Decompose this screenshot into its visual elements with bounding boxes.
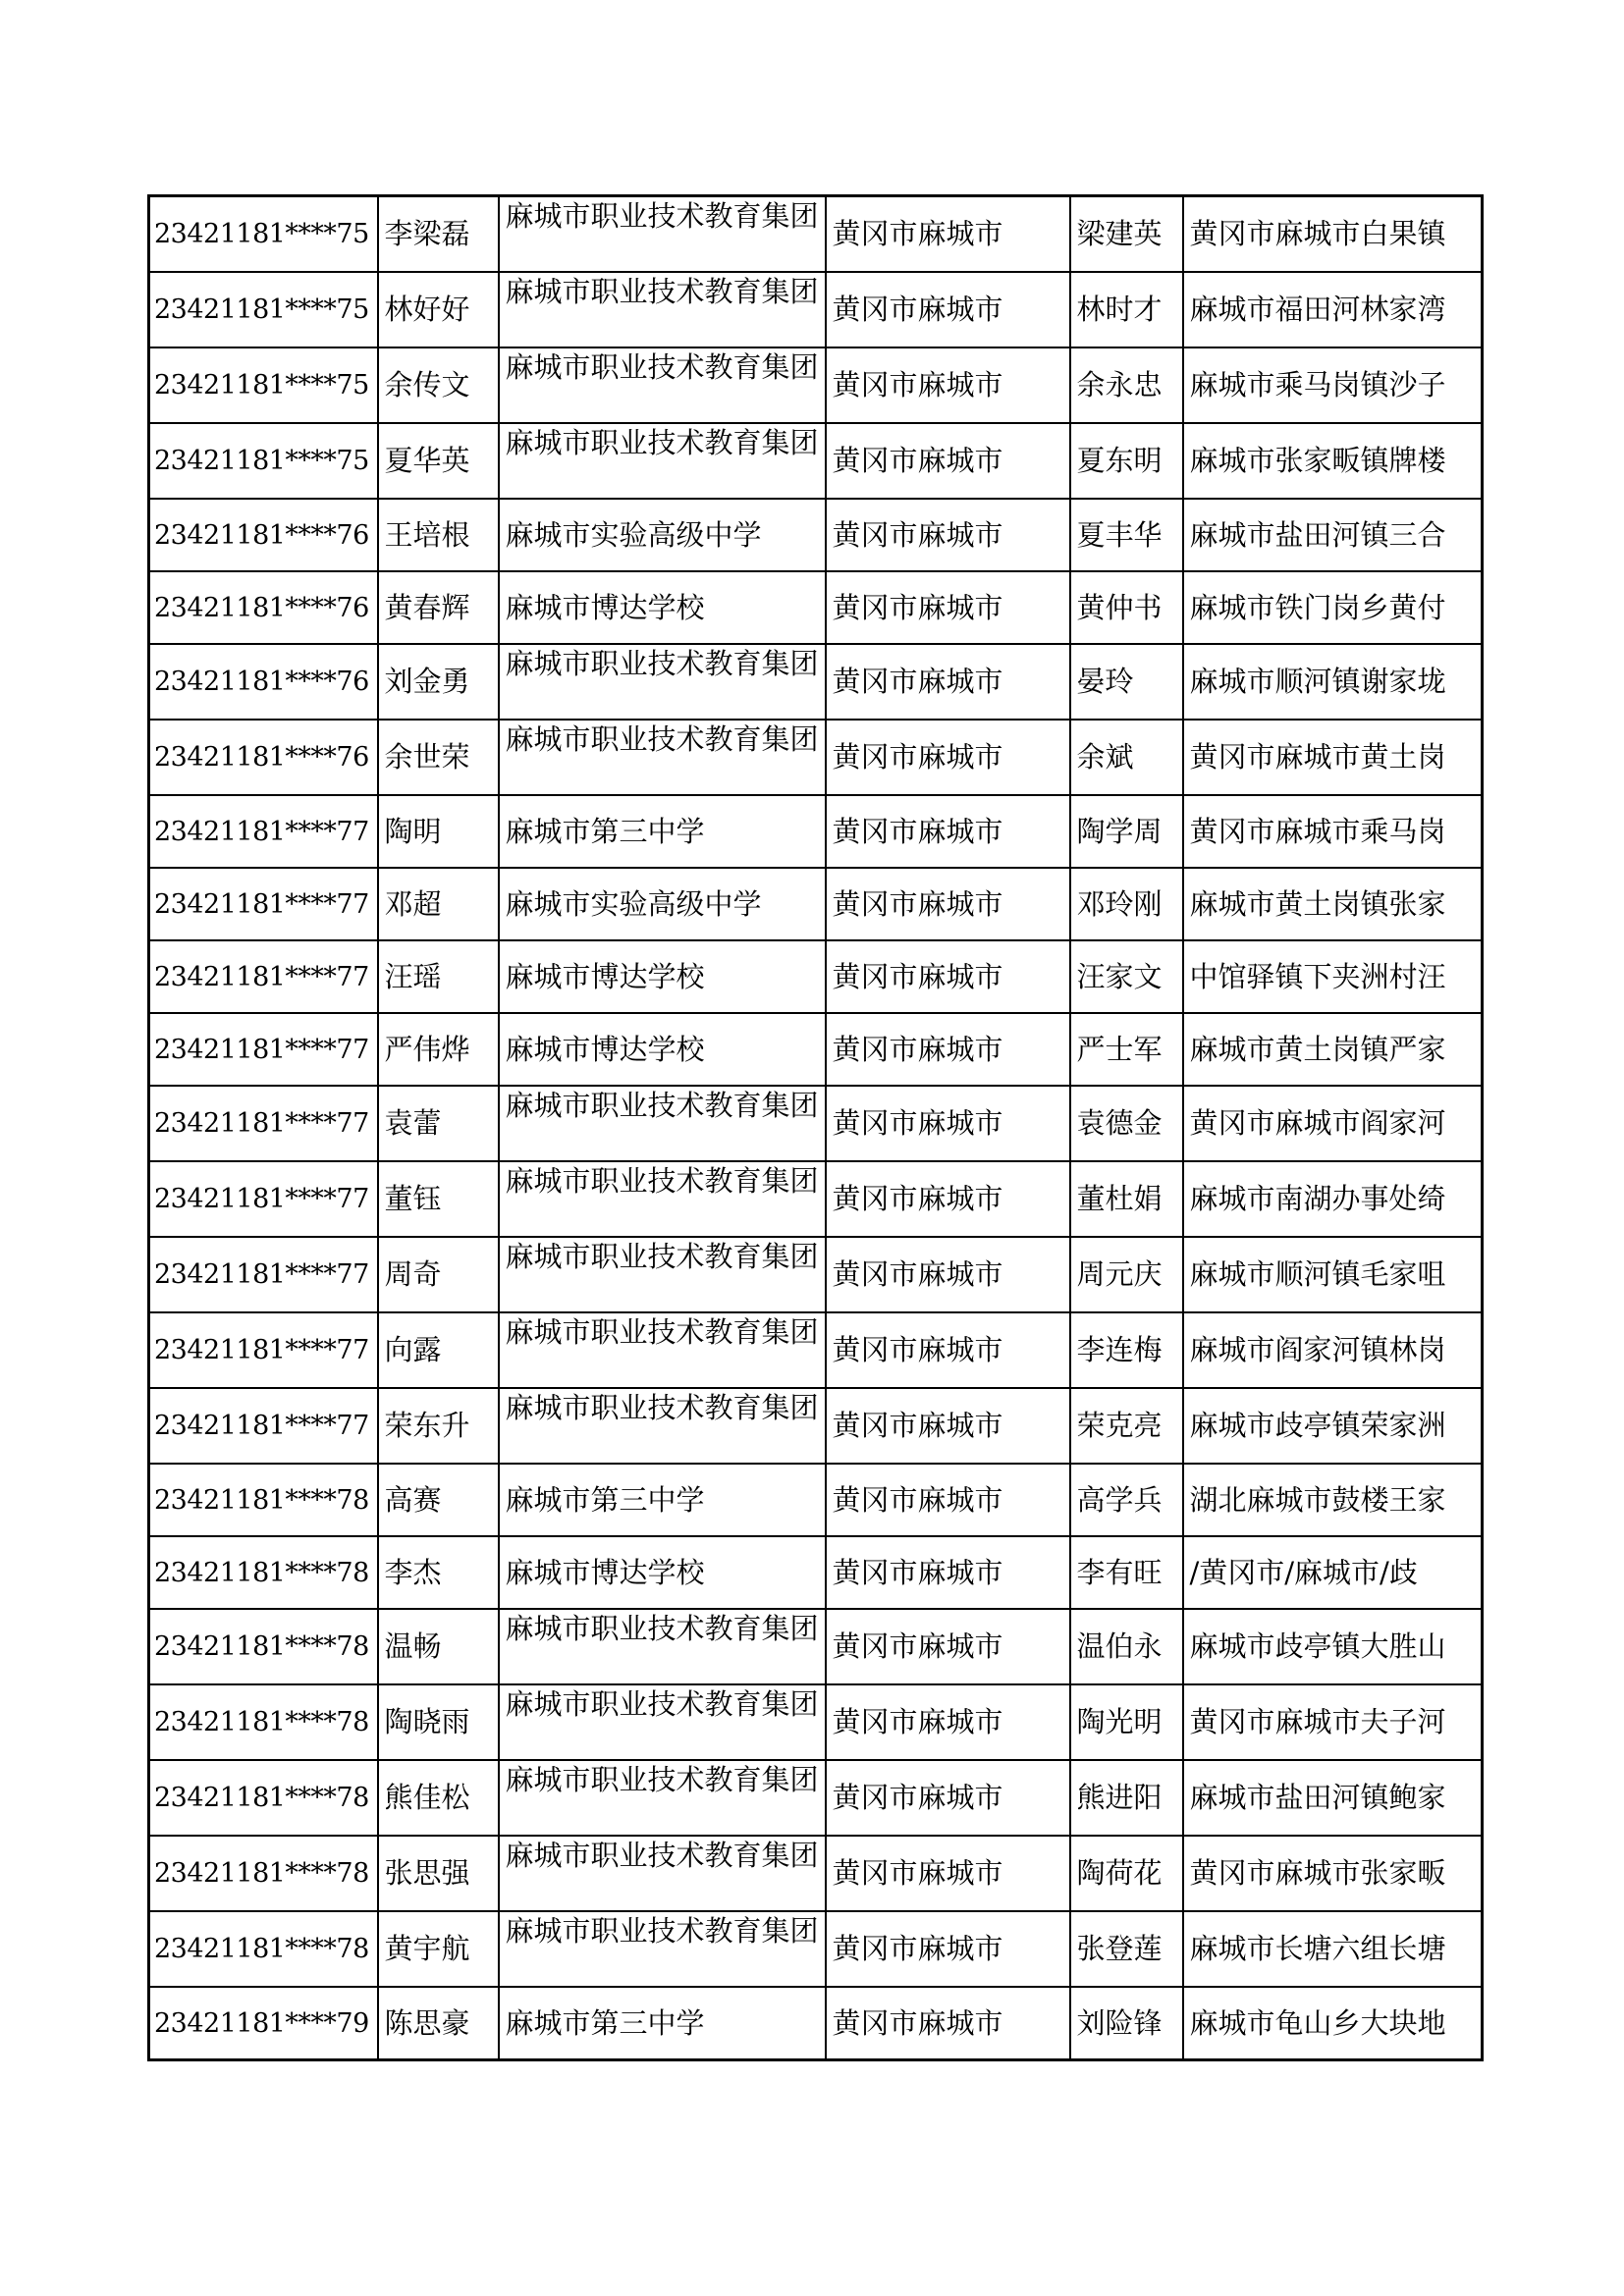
student-id-cell: 23421181****77 (149, 1388, 378, 1464)
region-cell: 黄冈市麻城市 (826, 1684, 1070, 1760)
student-name-cell: 王培根 (378, 499, 499, 571)
guardian-name-cell: 汪家文 (1070, 940, 1183, 1013)
guardian-name-cell: 荣克亮 (1070, 1388, 1183, 1464)
address-cell: 黄冈市麻城市白果镇 (1183, 196, 1483, 273)
student-id-cell: 23421181****77 (149, 940, 378, 1013)
address-cell: 麻城市乘马岗镇沙子 (1183, 347, 1483, 423)
table-row (149, 571, 1483, 644)
guardian-name-cell: 余永忠 (1070, 347, 1183, 423)
guardian-name-cell: 温伯永 (1070, 1609, 1183, 1684)
guardian-name-cell: 邓玲刚 (1070, 868, 1183, 940)
table-row (149, 1464, 1483, 1536)
school-cell: 麻城市第三中学 (499, 1987, 826, 2060)
address-cell: 麻城市歧亭镇大胜山 (1183, 1609, 1483, 1684)
student-id-cell: 23421181****77 (149, 1161, 378, 1237)
region-cell: 黄冈市麻城市 (826, 423, 1070, 499)
table-row (149, 795, 1483, 868)
student-name-cell: 汪瑶 (378, 940, 499, 1013)
table-row (149, 1536, 1483, 1609)
student-name-cell: 刘金勇 (378, 644, 499, 720)
address-cell: 黄冈市麻城市夫子河 (1183, 1684, 1483, 1760)
student-name-cell: 董钰 (378, 1161, 499, 1237)
table-row (149, 1836, 1483, 1911)
student-name-cell: 袁蕾 (378, 1086, 499, 1161)
student-name-cell: 黄春辉 (378, 571, 499, 644)
region-cell: 黄冈市麻城市 (826, 1013, 1070, 1086)
region-cell: 黄冈市麻城市 (826, 940, 1070, 1013)
region-cell: 黄冈市麻城市 (826, 1536, 1070, 1609)
guardian-name-cell: 高学兵 (1070, 1464, 1183, 1536)
address-cell: 麻城市黄土岗镇严家 (1183, 1013, 1483, 1086)
school-cell: 麻城市职业技术教育集团 (499, 1684, 826, 1760)
student-name-cell: 余世荣 (378, 720, 499, 795)
student-id-cell: 23421181****78 (149, 1464, 378, 1536)
address-cell: 麻城市龟山乡大块地 (1183, 1987, 1483, 2060)
table-row (149, 868, 1483, 940)
school-cell: 麻城市职业技术教育集团 (499, 1388, 826, 1464)
table-row (149, 1086, 1483, 1161)
student-name-cell: 陶明 (378, 795, 499, 868)
address-cell: 麻城市长塘六组长塘 (1183, 1911, 1483, 1987)
address-cell: 麻城市顺河镇毛家咀 (1183, 1237, 1483, 1312)
student-id-cell: 23421181****78 (149, 1684, 378, 1760)
region-cell: 黄冈市麻城市 (826, 1388, 1070, 1464)
school-cell: 麻城市博达学校 (499, 1013, 826, 1086)
student-name-cell: 陶晓雨 (378, 1684, 499, 1760)
table-row (149, 1760, 1483, 1836)
table-row (149, 720, 1483, 795)
guardian-name-cell: 刘险锋 (1070, 1987, 1183, 2060)
region-cell: 黄冈市麻城市 (826, 571, 1070, 644)
guardian-name-cell: 林时才 (1070, 272, 1183, 347)
school-cell: 麻城市实验高级中学 (499, 868, 826, 940)
address-cell: 湖北麻城市鼓楼王家 (1183, 1464, 1483, 1536)
school-cell: 麻城市职业技术教育集团 (499, 1609, 826, 1684)
guardian-name-cell: 熊进阳 (1070, 1760, 1183, 1836)
address-cell: /黄冈市/麻城市/歧 (1183, 1536, 1483, 1609)
school-cell: 麻城市职业技术教育集团 (499, 1237, 826, 1312)
roster-table-body (149, 196, 1483, 2060)
student-name-cell: 邓超 (378, 868, 499, 940)
table-row (149, 423, 1483, 499)
school-cell: 麻城市职业技术教育集团 (499, 1760, 826, 1836)
table-row (149, 1911, 1483, 1987)
school-cell: 麻城市博达学校 (499, 940, 826, 1013)
address-cell: 麻城市盐田河镇鲍家 (1183, 1760, 1483, 1836)
table-row (149, 1684, 1483, 1760)
address-cell: 麻城市黄土岗镇张家 (1183, 868, 1483, 940)
region-cell: 黄冈市麻城市 (826, 720, 1070, 795)
student-name-cell: 夏华英 (378, 423, 499, 499)
student-name-cell: 林好好 (378, 272, 499, 347)
guardian-name-cell: 夏丰华 (1070, 499, 1183, 571)
guardian-name-cell: 张登莲 (1070, 1911, 1183, 1987)
student-name-cell: 荣东升 (378, 1388, 499, 1464)
region-cell: 黄冈市麻城市 (826, 644, 1070, 720)
school-cell: 麻城市职业技术教育集团 (499, 1312, 826, 1388)
table-row (149, 1388, 1483, 1464)
guardian-name-cell: 李有旺 (1070, 1536, 1183, 1609)
guardian-name-cell: 周元庆 (1070, 1237, 1183, 1312)
school-cell: 麻城市职业技术教育集团 (499, 423, 826, 499)
school-cell: 麻城市第三中学 (499, 1464, 826, 1536)
guardian-name-cell: 陶荷花 (1070, 1836, 1183, 1911)
student-id-cell: 23421181****78 (149, 1911, 378, 1987)
guardian-name-cell: 严士军 (1070, 1013, 1183, 1086)
school-cell: 麻城市职业技术教育集团 (499, 644, 826, 720)
region-cell: 黄冈市麻城市 (826, 196, 1070, 273)
guardian-name-cell: 袁德金 (1070, 1086, 1183, 1161)
address-cell: 黄冈市麻城市乘马岗 (1183, 795, 1483, 868)
student-name-cell: 李杰 (378, 1536, 499, 1609)
region-cell: 黄冈市麻城市 (826, 1161, 1070, 1237)
table-row (149, 196, 1483, 273)
region-cell: 黄冈市麻城市 (826, 347, 1070, 423)
student-name-cell: 温畅 (378, 1609, 499, 1684)
address-cell: 麻城市歧亭镇荣家洲 (1183, 1388, 1483, 1464)
table-row (149, 1312, 1483, 1388)
region-cell: 黄冈市麻城市 (826, 868, 1070, 940)
guardian-name-cell: 陶学周 (1070, 795, 1183, 868)
table-row (149, 272, 1483, 347)
region-cell: 黄冈市麻城市 (826, 1987, 1070, 2060)
guardian-name-cell: 梁建英 (1070, 196, 1183, 273)
school-cell: 麻城市实验高级中学 (499, 499, 826, 571)
table-row (149, 347, 1483, 423)
region-cell: 黄冈市麻城市 (826, 1609, 1070, 1684)
school-cell: 麻城市博达学校 (499, 571, 826, 644)
student-id-cell: 23421181****79 (149, 1987, 378, 2060)
student-id-cell: 23421181****78 (149, 1536, 378, 1609)
table-row (149, 1987, 1483, 2060)
school-cell: 麻城市职业技术教育集团 (499, 347, 826, 423)
table-row (149, 1161, 1483, 1237)
student-name-cell: 陈思豪 (378, 1987, 499, 2060)
address-cell: 麻城市铁门岗乡黄付 (1183, 571, 1483, 644)
guardian-name-cell: 夏东明 (1070, 423, 1183, 499)
region-cell: 黄冈市麻城市 (826, 1312, 1070, 1388)
region-cell: 黄冈市麻城市 (826, 1836, 1070, 1911)
student-name-cell: 高赛 (378, 1464, 499, 1536)
school-cell: 麻城市职业技术教育集团 (499, 196, 826, 273)
school-cell: 麻城市博达学校 (499, 1536, 826, 1609)
student-id-cell: 23421181****78 (149, 1760, 378, 1836)
school-cell: 麻城市第三中学 (499, 795, 826, 868)
region-cell: 黄冈市麻城市 (826, 1237, 1070, 1312)
address-cell: 麻城市福田河林家湾 (1183, 272, 1483, 347)
region-cell: 黄冈市麻城市 (826, 1086, 1070, 1161)
school-cell: 麻城市职业技术教育集团 (499, 1911, 826, 1987)
student-id-cell: 23421181****77 (149, 1237, 378, 1312)
student-id-cell: 23421181****77 (149, 795, 378, 868)
student-id-cell: 23421181****76 (149, 499, 378, 571)
student-id-cell: 23421181****75 (149, 347, 378, 423)
student-id-cell: 23421181****75 (149, 423, 378, 499)
table-row (149, 499, 1483, 571)
student-name-cell: 熊佳松 (378, 1760, 499, 1836)
address-cell: 黄冈市麻城市张家畈 (1183, 1836, 1483, 1911)
roster-table (147, 194, 1484, 2061)
region-cell: 黄冈市麻城市 (826, 1464, 1070, 1536)
student-id-cell: 23421181****76 (149, 644, 378, 720)
region-cell: 黄冈市麻城市 (826, 795, 1070, 868)
table-row (149, 940, 1483, 1013)
address-cell: 黄冈市麻城市阎家河 (1183, 1086, 1483, 1161)
region-cell: 黄冈市麻城市 (826, 272, 1070, 347)
school-cell: 麻城市职业技术教育集团 (499, 1161, 826, 1237)
student-id-cell: 23421181****76 (149, 571, 378, 644)
school-cell: 麻城市职业技术教育集团 (499, 272, 826, 347)
student-name-cell: 张思强 (378, 1836, 499, 1911)
student-name-cell: 李梁磊 (378, 196, 499, 273)
student-name-cell: 黄宇航 (378, 1911, 499, 1987)
student-id-cell: 23421181****77 (149, 1086, 378, 1161)
table-row (149, 1237, 1483, 1312)
student-name-cell: 周奇 (378, 1237, 499, 1312)
student-id-cell: 23421181****78 (149, 1836, 378, 1911)
student-id-cell: 23421181****75 (149, 196, 378, 273)
student-id-cell: 23421181****78 (149, 1609, 378, 1684)
table-row (149, 644, 1483, 720)
guardian-name-cell: 黄仲书 (1070, 571, 1183, 644)
student-id-cell: 23421181****77 (149, 868, 378, 940)
student-name-cell: 余传文 (378, 347, 499, 423)
school-cell: 麻城市职业技术教育集团 (499, 720, 826, 795)
student-name-cell: 严伟烨 (378, 1013, 499, 1086)
school-cell: 麻城市职业技术教育集团 (499, 1086, 826, 1161)
student-name-cell: 向露 (378, 1312, 499, 1388)
guardian-name-cell: 董杜娟 (1070, 1161, 1183, 1237)
student-id-cell: 23421181****76 (149, 720, 378, 795)
table-row (149, 1609, 1483, 1684)
table-row (149, 1013, 1483, 1086)
address-cell: 麻城市阎家河镇林岗 (1183, 1312, 1483, 1388)
address-cell: 麻城市盐田河镇三合 (1183, 499, 1483, 571)
student-id-cell: 23421181****75 (149, 272, 378, 347)
region-cell: 黄冈市麻城市 (826, 1911, 1070, 1987)
student-id-cell: 23421181****77 (149, 1013, 378, 1086)
region-cell: 黄冈市麻城市 (826, 499, 1070, 571)
school-cell: 麻城市职业技术教育集团 (499, 1836, 826, 1911)
guardian-name-cell: 李连梅 (1070, 1312, 1183, 1388)
address-cell: 麻城市南湖办事处绮 (1183, 1161, 1483, 1237)
student-id-cell: 23421181****77 (149, 1312, 378, 1388)
address-cell: 黄冈市麻城市黄土岗 (1183, 720, 1483, 795)
address-cell: 麻城市张家畈镇牌楼 (1183, 423, 1483, 499)
guardian-name-cell: 陶光明 (1070, 1684, 1183, 1760)
region-cell: 黄冈市麻城市 (826, 1760, 1070, 1836)
address-cell: 中馆驿镇下夹洲村汪 (1183, 940, 1483, 1013)
guardian-name-cell: 晏玲 (1070, 644, 1183, 720)
guardian-name-cell: 余斌 (1070, 720, 1183, 795)
address-cell: 麻城市顺河镇谢家垅 (1183, 644, 1483, 720)
